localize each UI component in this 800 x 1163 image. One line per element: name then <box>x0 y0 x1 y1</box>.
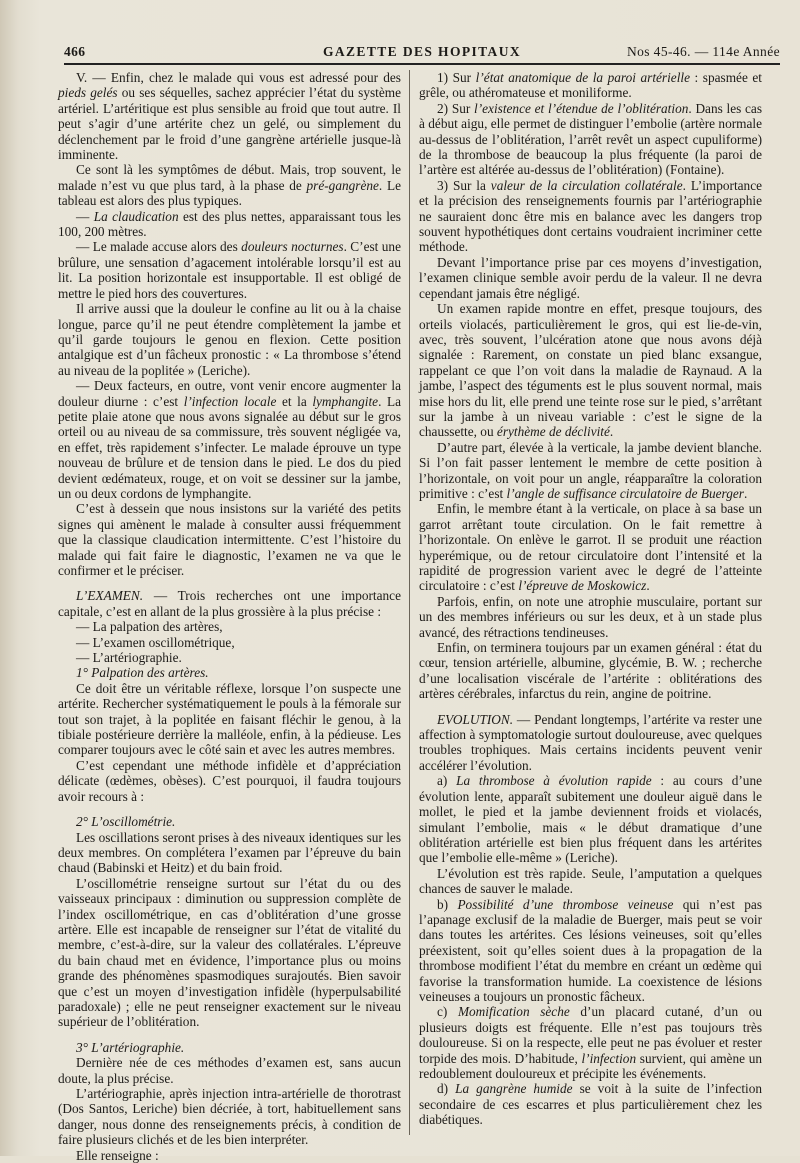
list-item: — La palpation des artères, <box>76 619 223 635</box>
paragraph: L’évolution est très rapide. Seule, l’amputation a quelques chances de sauver le malade. <box>419 865 762 897</box>
paragraph: Elle renseigne : <box>76 1147 159 1163</box>
paragraph: Dernière née de ces méthodes d’examen est, sans aucun doute, la plus précise. <box>58 1055 401 1086</box>
paragraph: 3) Sur la valeur de la circulation collatérale. L’importance et la précision des renseignements fournis par l’artériographie ne sauraient donc être mis en balance avec les dangers trop souvent hypothétiques dont certains voudraient incriminer cette méthode. <box>419 177 763 255</box>
paragraph: Devant l’importance prise par ces moyens d’investigation, l’examen clinique semble avoir perdu de la valeur. Il ne devra cependant jamais être négligé. <box>419 254 762 301</box>
paragraph: Parfois, enfin, on note une atrophie musculaire, portant sur un des membres inférieurs ou sur les deux, et à un stade plus avancé, des rétractions tendineuses. <box>419 593 762 640</box>
paragraph: b) Possibilité d’une thrombose veineuse qui n’est pas l’apanage exclusif de la maladie de Buerger, mais peut se voir dans toutes les artérites. Ces lésions veineuses, soit qu’elles préexistent, soit qu’elles soient dues à la propagation de la thrombose modifient l’état du membre en créant un œdème qui favorise la transformation humide. La coexistence de lésions veineuses a toujours un pronostic fâcheux. <box>419 896 762 1004</box>
paragraph: L’artériographie, après injection intra-artérielle de thorotrast (Dos Santos, Leriche) bien décriée, à tort, habituellement sans danger, nous donne des renseignements précis, à condition de faire plusieurs clichés et de les bien interpréter. <box>58 1086 401 1148</box>
paragraph: 2) Sur l’existence et l’étendue de l’oblitération. Dans les cas à début aigu, elle permet de distinguer l’embolie (artère normale au-dessus de l’oblitération, l’arrêt revêt un aspect cupuliforme) de la thrombose de beaucoup la plus fréquente (la paroi de l’artère est altérée au-dessus de l’oblitération) (Fontaine). <box>419 100 762 178</box>
issue-info: Nos 45-46. — 114e Année <box>626 44 780 59</box>
paragraph: a) La thrombose à évolution rapide : au cours d’une évolution lente, apparaît subitement une douleur aiguë dans le mollet, le pied et la jambe deviennent froids et violacés, simulant l’embolie, mais « le début dramatique d’une oblitération artérielle est bien plus fréquent dans les artérites que l’embolie elle-même » (Leriche). <box>419 773 762 866</box>
paragraph: V. — Enfin, chez le malade qui vous est adressé pour des pieds gelés ou ses séquelles, sachez apprécier l’état du système artériel. L’artéritique est plus sensible au froid que tout autre. Il peut s’agir d’une artérite chez un gelé, ou simplement du déclenchement par le froid d’une gangrène artérielle jusque-là imminente. <box>58 70 401 163</box>
journal-title: GAZETTE DES HOPITAUX <box>322 44 522 59</box>
list-item: — L’examen oscillométrique, <box>76 634 235 650</box>
section-heading-examen: L’EXAMEN. — Trois recherches ont une importance capitale, c’est en allant de la plus grossière à la plus précise : <box>58 588 401 619</box>
list-item: — L’artériographie. <box>76 650 182 666</box>
section-heading-evolution: EVOLUTION. — Pendant longtemps, l’artérite va rester une affection à symptomatologie surtout douloureuse, avec quelques troubles trophiques. Mais certains incidents peuvent venir accélérer l’évolution. <box>419 711 762 773</box>
right-column <box>419 70 762 1128</box>
paragraph: Ce doit être un véritable réflexe, lorsque l’on suspecte une artérite. Rechercher systématiquement le pouls à la fémorale sur tout son trajet, à la poplitée en faisant fléchir le genou, à la tibiale postérieure derrière la malléole, enfin, à la pédieuse. Les comparer toujours avec le côté sain et avec les autres membres. <box>58 680 401 758</box>
paragraph: L’oscillométrie renseigne surtout sur l’état du ou des vaisseaux principaux : diminution ou suppression complète de l’index oscillométrique, en cas d’oblitération d’une grosse artère. Elle est incapable de renseigner sur l’état de vitalité du membre, c’est-à-dire, sur la valeur des collatérales. L’épreuve du bain chaud met en évidence, l’importance plus ou moins grande des phénomènes spasmodiques surajoutés. Bien savoir que c’est un moyen d’investigation infidèle (hyperpulsabilité paradoxale) ; elle ne peut renseigner exactement sur le niveau supérieur de l’oblitération. <box>58 875 401 1030</box>
paragraph: — La claudication est des plus nettes, apparaissant tous les 100, 200 mètres. <box>58 208 401 240</box>
paragraph: Un examen rapide montre en effet, presque toujours, des orteils violacés, particulièrement le gros, qui est lie-de-vin, avec, très souvent, l’ulcération atone que nous avons déjà signalée : Rarement, on constate un pied blanc exsangue, rappelant ce que l’on voit dans la maladie de Raynaud. A la jambe, l’aspect des téguments est le plus souvent normal, mais mise hors du lit, elle prend une teinte rose sur le pied, s’arrêtant sur la jambe à un niveau variable : c’est le signe de la chaussette, ou érythème de déclivité. <box>419 301 762 440</box>
paragraph: 1) Sur l’état anatomique de la paroi artérielle : spasmée et grêle, ou athéromateuse et moniliforme. <box>419 70 763 101</box>
paragraph: C’est cependant une méthode infidèle et d’appréciation délicate (œdèmes, obèses). C’est pourquoi, il faudra toujours avoir recours à : <box>58 757 401 804</box>
paragraph: Ce sont là les symptômes de début. Mais, trop souvent, le malade n’est vu que plus tard, à la phase de pré-gangrène. Le tableau est alors des plus typiques. <box>58 162 401 209</box>
paragraph: — Deux facteurs, en outre, vont venir encore augmenter la douleur diurne : c’est l’infection locale et la lymphangite. La petite plaie atone que nous avons signalée au début sur le gros orteil ou au niveau de sa commissure, très souvent négligée va, en effet, très rapidement s’infecter. Le malade éprouve un type nouveau de brûlure et de tension dans le pied. Le dos du pied devient œdémateux, rouge, et on voit se dessiner sur la jambe, un ou deux cordons de lymphangite. <box>58 378 401 501</box>
paragraph: c) Momification sèche d’un placard cutané, d’un ou plusieurs doigts est fréquente. Elle n’est pas toujours très douloureuse. Si on la respecte, elle peut ne pas évoluer et rester torpide des mois. D’habitude, l’infection survient, qui amène un redoublement douloureux et précipite les événements. <box>419 1004 763 1081</box>
paragraph: — Le malade accuse alors des douleurs nocturnes. C’est une brûlure, une sensation d’agacement intolérable lorsqu’il est au lit. La position horizontale est insupportable. Il est obligé de mettre le pied hors des couvertures. <box>58 239 401 301</box>
paragraph: Enfin, on terminera toujours par un examen général : état du cœur, tension artérielle, albumine, glycémie, B. W. ; recherche d’une localisation viscérale de l’artérite : oblitérations des artères cérébrales, infarctus du rein, angine de poitrine. <box>419 640 762 702</box>
paragraph: D’autre part, élevée à la verticale, la jambe devient blanche. Si l’on fait passer lentement le membre de cette position à l’horizontale, on voit pour un angle, réapparaître la coloration primitive : c’est l’angle de suffisance circulatoire de Buerger. <box>419 439 762 501</box>
paragraph: Il arrive aussi que la douleur le confine au lit ou à la chaise longue, parce qu’il ne peut étendre complètement la jambe et qu’il garde toujours le genou en flexion. Cette position antalgique est d’un fâcheux pronostic : « La thrombose s’étend au niveau de la poplitée » (Leriche). <box>58 301 401 378</box>
column-divider <box>409 70 410 1135</box>
paragraph: d) La gangrène humide se voit à la suite de l’infection secondaire de ces escarres et plus particulièrement chez les diabétiques. <box>419 1081 763 1128</box>
subheading-palpation: 1° Palpation des artères. <box>76 665 209 681</box>
header-rule <box>64 63 780 65</box>
paragraph: Les oscillations seront prises à des niveaux identiques sur les deux membres. On complétera l’examen par l’épreuve du bain chaud (Babinski et Heitz) et du bain froid. <box>58 829 401 876</box>
paragraph: Enfin, le membre étant à la verticale, on place à sa base un garrot arrêtant toute circulation. On le fait remettre à l’horizontale. On enlève le garrot. Il se produit une réaction hyperémique, ou de retour circulatoire dont l’intensité et la rapidité de progression varient avec le degré de l’atteinte circulatoire : c’est l’épreuve de Moskowicz. <box>419 501 762 594</box>
left-column <box>58 70 401 1163</box>
subheading-oscillometrie: 2° L’oscillométrie. <box>76 814 176 830</box>
subheading-arteriographie: 3° L’artériographie. <box>76 1039 185 1055</box>
paragraph: C’est à dessein que nous insistons sur la variété des petits signes qui amènent le malade à consulter aussi fréquemment que la classique claudication intermittente. C’est l’histoire du malade qui fait faire le diagnostic, l’examen ne va que le confirmer et le préciser. <box>58 501 401 578</box>
page-number: 466 <box>64 44 86 59</box>
